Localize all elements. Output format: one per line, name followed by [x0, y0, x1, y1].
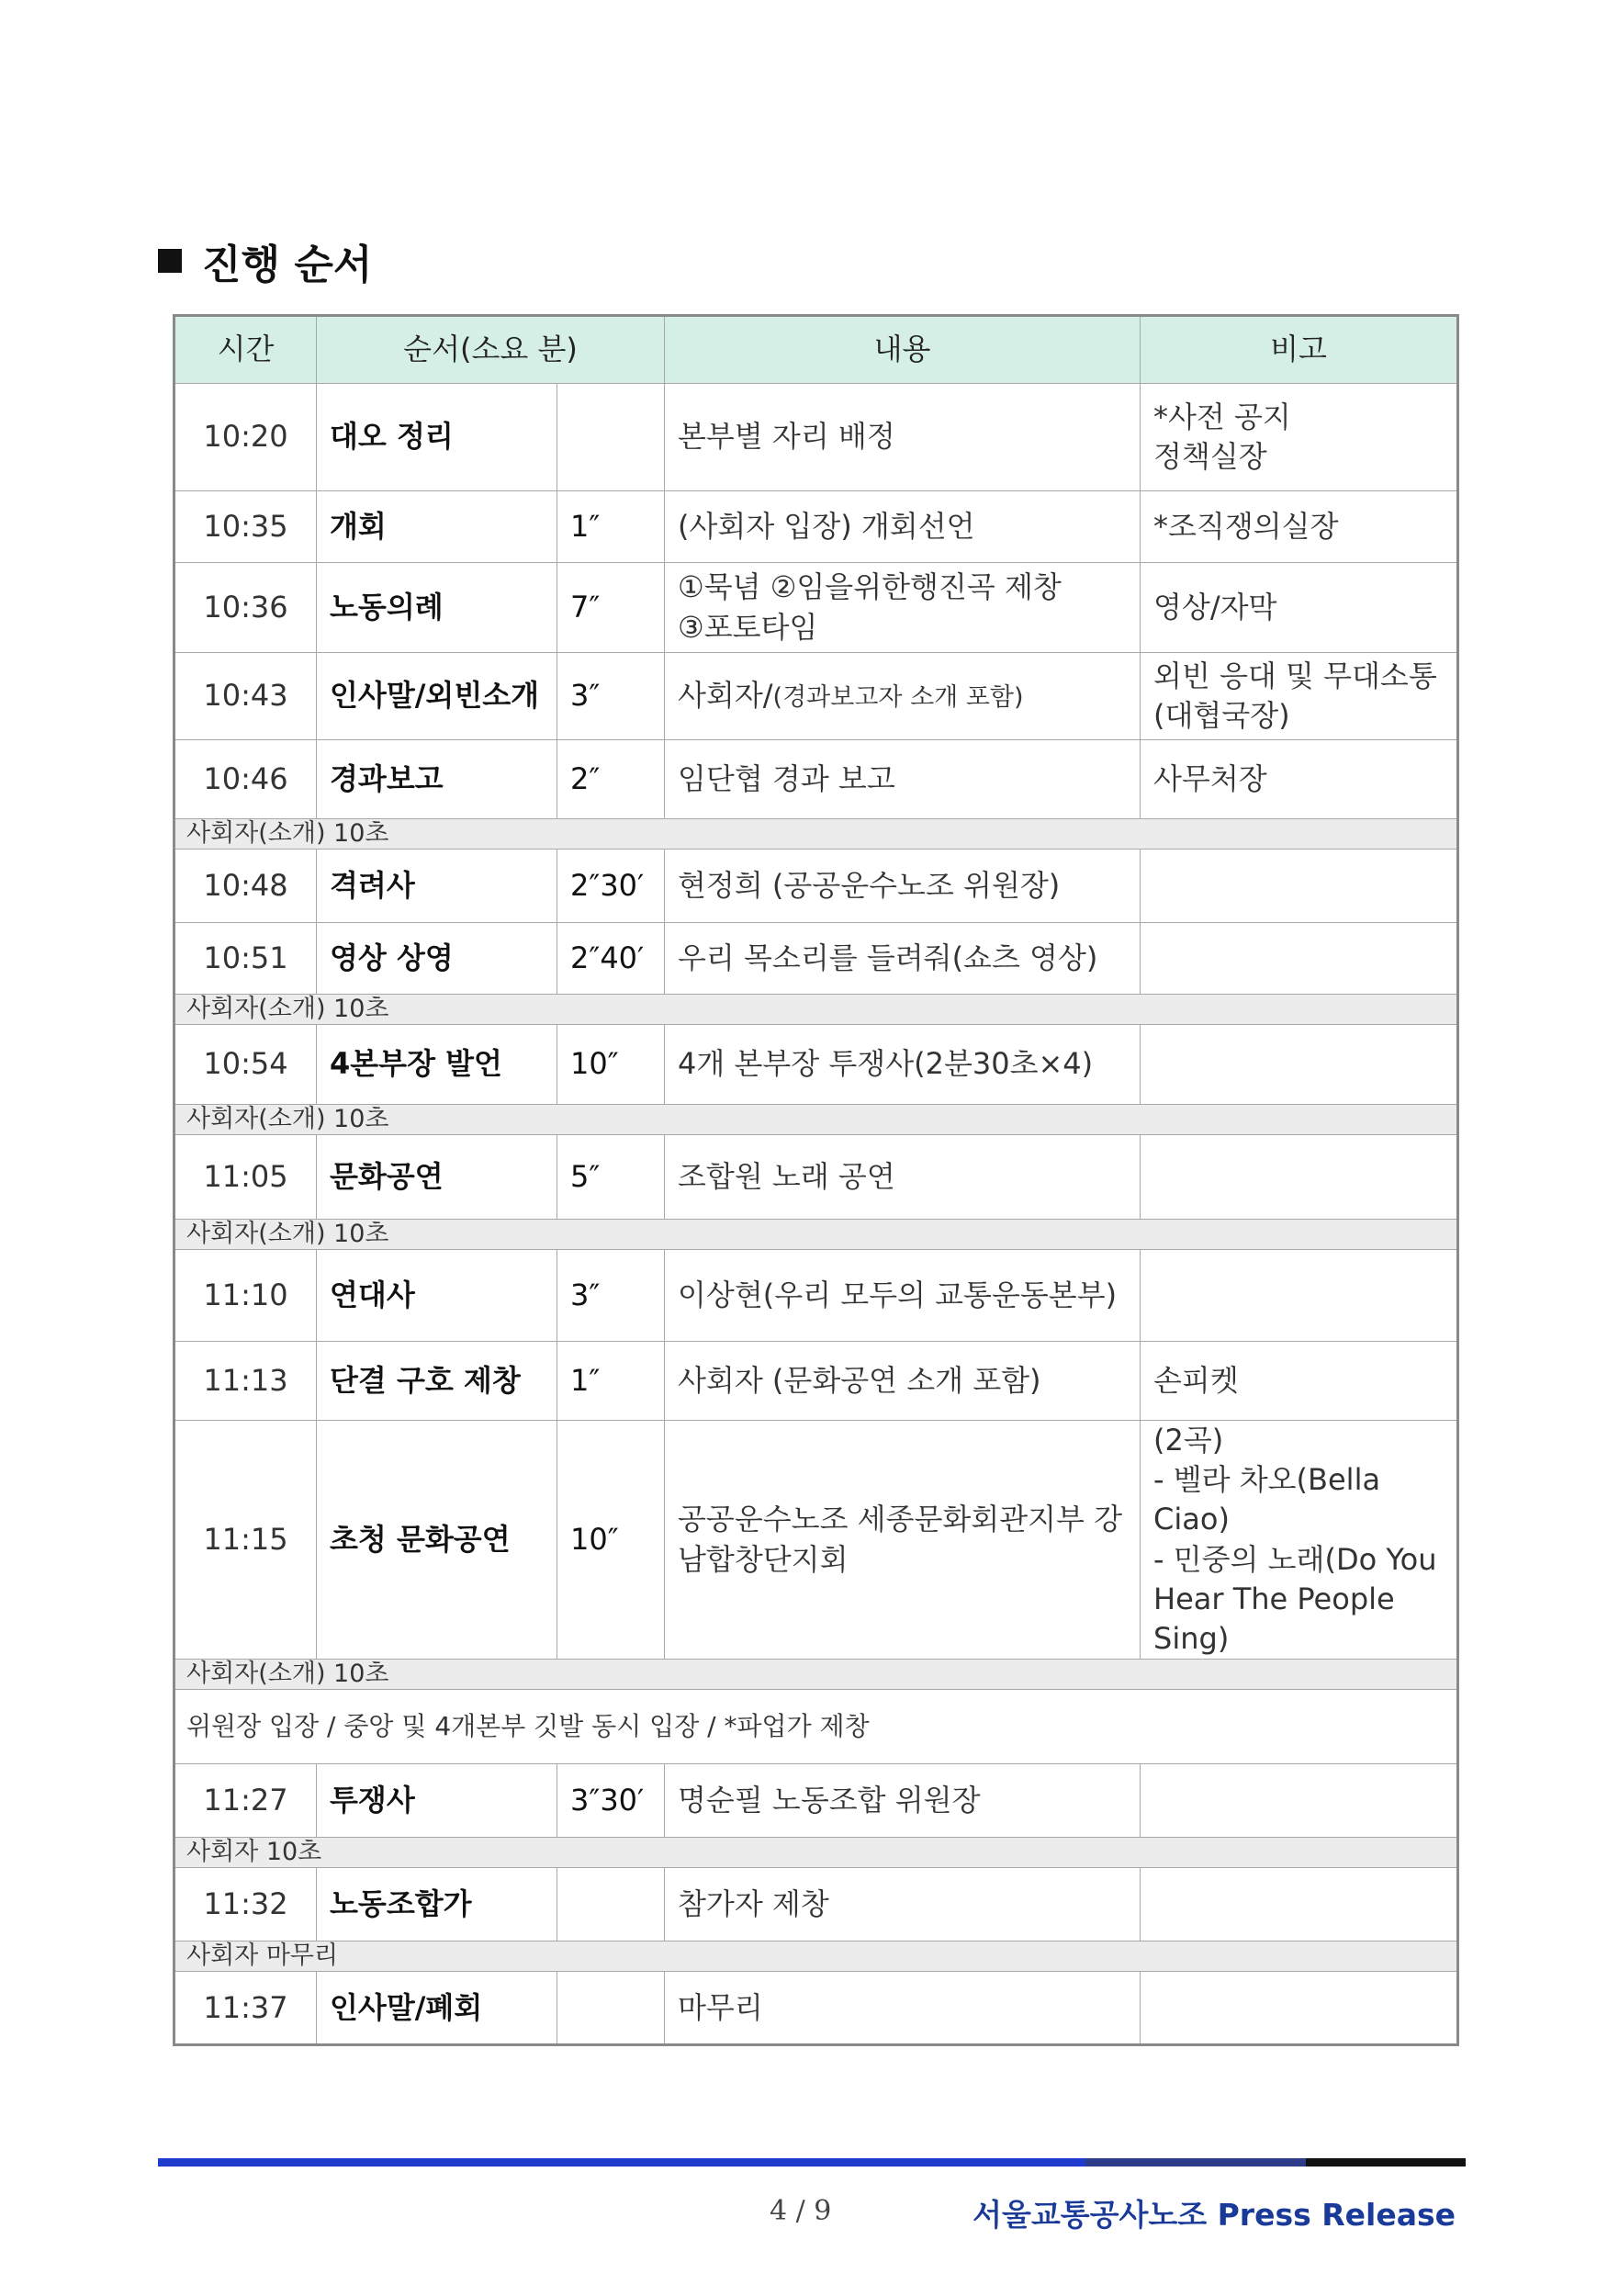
- row-time: 11:27: [174, 1764, 317, 1838]
- row-note: [1141, 1868, 1458, 1941]
- row-content-main: 사회자/: [678, 678, 773, 714]
- emcee-text: 사회자 마무리: [174, 1941, 1458, 1972]
- row-item: 개회: [317, 491, 557, 563]
- row-item: 노동의례: [317, 563, 557, 653]
- row-content: [665, 653, 1141, 740]
- row-duration: 10″: [557, 1025, 665, 1105]
- table-row: [174, 1250, 1458, 1342]
- row-item: 초청 문화공연: [317, 1421, 557, 1660]
- row-content-sub: (경과보고자 소개 포함): [772, 683, 1024, 713]
- row-item: 4본부장 발언: [317, 1025, 557, 1105]
- row-note: [1141, 923, 1458, 995]
- row-time: 10:20: [174, 384, 317, 491]
- row-item: 인사말/외빈소개: [317, 653, 557, 740]
- row-note: 외빈 응대 및 무대소통 (대협국장): [1141, 653, 1458, 740]
- row-duration: 2″40′: [557, 923, 665, 995]
- row-duration: 3″: [557, 653, 665, 740]
- row-duration: 10″: [557, 1421, 665, 1660]
- row-item: 연대사: [317, 1250, 557, 1342]
- table-row: [174, 1342, 1458, 1421]
- emcee-text: 사회자(소개) 10초: [174, 1660, 1458, 1690]
- emcee-row: [174, 1941, 1458, 1972]
- row-content: 사회자 (문화공연 소개 포함): [665, 1342, 1141, 1421]
- row-time: 10:43: [174, 653, 317, 740]
- row-note: [1141, 1135, 1458, 1220]
- row-time: 11:32: [174, 1868, 317, 1941]
- row-content: (사회자 입장) 개회선언: [665, 491, 1141, 563]
- row-time: 10:46: [174, 740, 317, 819]
- emcee-row: [174, 1220, 1458, 1250]
- row-duration: [557, 1868, 665, 1941]
- row-item: 단결 구호 제창: [317, 1342, 557, 1421]
- table-row: [174, 384, 1458, 491]
- table-row: [174, 1764, 1458, 1838]
- row-item: 인사말/폐회: [317, 1972, 557, 2045]
- row-note: [1141, 1972, 1458, 2045]
- row-duration: [557, 1972, 665, 2045]
- row-note: [1141, 1764, 1458, 1838]
- emcee-text: 사회자(소개) 10초: [174, 995, 1458, 1025]
- row-duration: 5″: [557, 1135, 665, 1220]
- table-row: [174, 653, 1458, 740]
- row-note: [1141, 1250, 1458, 1342]
- emcee-text: 사회자(소개) 10초: [174, 1105, 1458, 1135]
- row-item: 노동조합가: [317, 1868, 557, 1941]
- row-item: 경과보고: [317, 740, 557, 819]
- notice-text: 위원장 입장 / 중앙 및 4개본부 깃발 동시 입장 / *파업가 제창: [174, 1690, 1458, 1764]
- row-duration: 3″30′: [557, 1764, 665, 1838]
- row-content: 본부별 자리 배정: [665, 384, 1141, 491]
- table-row: [174, 923, 1458, 995]
- emcee-row: [174, 995, 1458, 1025]
- page-number: 4 / 9: [770, 2195, 832, 2227]
- row-content: 마무리: [665, 1972, 1141, 2045]
- row-duration: 2″30′: [557, 850, 665, 923]
- row-time: 11:37: [174, 1972, 317, 2045]
- row-note: *사전 공지 정책실장: [1141, 384, 1458, 491]
- row-time: 11:15: [174, 1421, 317, 1660]
- row-duration: 1″: [557, 1342, 665, 1421]
- row-content: ①묵념 ②임을위한행진곡 제창 ③포토타임: [665, 563, 1141, 653]
- row-item: 문화공연: [317, 1135, 557, 1220]
- emcee-row: [174, 1838, 1458, 1868]
- row-time: 10:48: [174, 850, 317, 923]
- table-row: [174, 740, 1458, 819]
- row-duration: 1″: [557, 491, 665, 563]
- table-row: [174, 1868, 1458, 1941]
- footer-divider-black: [1306, 2158, 1466, 2167]
- row-content: 우리 목소리를 들려줘(쇼츠 영상): [665, 923, 1141, 995]
- row-note: 손피켓: [1141, 1342, 1458, 1421]
- emcee-row: [174, 819, 1458, 850]
- row-content: 조합원 노래 공연: [665, 1135, 1141, 1220]
- table-row: [174, 850, 1458, 923]
- row-note: (2곡) - 벨라 차오(Bella Ciao) - 민중의 노래(Do You Hear The People Sing): [1141, 1421, 1458, 1660]
- emcee-row: [174, 1105, 1458, 1135]
- emcee-row: [174, 1660, 1458, 1690]
- row-note: 영상/자막: [1141, 563, 1458, 653]
- row-time: 11:05: [174, 1135, 317, 1220]
- section-title-text: 진행 순서: [202, 242, 373, 288]
- row-time: 10:36: [174, 563, 317, 653]
- table-row: [174, 1025, 1458, 1105]
- footer-divider-navy: [1085, 2158, 1306, 2167]
- table-row: [174, 1421, 1458, 1660]
- row-content: 4개 본부장 투쟁사(2분30초×4): [665, 1025, 1141, 1105]
- row-duration: 7″: [557, 563, 665, 653]
- table-row: [174, 491, 1458, 563]
- header-time: 시간: [174, 316, 317, 384]
- emcee-text: 사회자(소개) 10초: [174, 1220, 1458, 1250]
- square-bullet-icon: [158, 249, 182, 273]
- row-content: 공공운수노조 세종문화회관지부 강남합창단지회: [665, 1421, 1141, 1660]
- row-time: 10:35: [174, 491, 317, 563]
- row-note: [1141, 1025, 1458, 1105]
- row-content: 참가자 제창: [665, 1868, 1141, 1941]
- header-note: 비고: [1141, 316, 1458, 384]
- row-content: 명순필 노동조합 위원장: [665, 1764, 1141, 1838]
- header-order: 순서(소요 분): [317, 316, 665, 384]
- row-time: 11:10: [174, 1250, 317, 1342]
- table-row: [174, 1972, 1458, 2045]
- row-time: 10:51: [174, 923, 317, 995]
- emcee-text: 사회자(소개) 10초: [174, 819, 1458, 850]
- row-item: 영상 상영: [317, 923, 557, 995]
- notice-row: [174, 1690, 1458, 1764]
- row-note: 사무처장: [1141, 740, 1458, 819]
- row-time: 10:54: [174, 1025, 317, 1105]
- table-row: [174, 563, 1458, 653]
- row-note: *조직쟁의실장: [1141, 491, 1458, 563]
- row-note: [1141, 850, 1458, 923]
- footer-title: 서울교통공사노조 Press Release: [973, 2197, 1456, 2233]
- row-time: 11:13: [174, 1342, 317, 1421]
- footer-divider-blue: [158, 2158, 1085, 2167]
- row-item: 격려사: [317, 850, 557, 923]
- row-content: 현정희 (공공운수노조 위원장): [665, 850, 1141, 923]
- header-content: 내용: [665, 316, 1141, 384]
- row-duration: 3″: [557, 1250, 665, 1342]
- row-duration: 2″: [557, 740, 665, 819]
- emcee-text: 사회자 10초: [174, 1838, 1458, 1868]
- section-title: [158, 231, 372, 290]
- table-header-row: [174, 316, 1458, 384]
- schedule-table: [173, 314, 1459, 2046]
- row-duration: [557, 384, 665, 491]
- footer-divider: [158, 2158, 1466, 2167]
- row-item: 대오 정리: [317, 384, 557, 491]
- table-row: [174, 1135, 1458, 1220]
- row-item: 투쟁사: [317, 1764, 557, 1838]
- row-content: 이상현(우리 모두의 교통운동본부): [665, 1250, 1141, 1342]
- row-content: 임단협 경과 보고: [665, 740, 1141, 819]
